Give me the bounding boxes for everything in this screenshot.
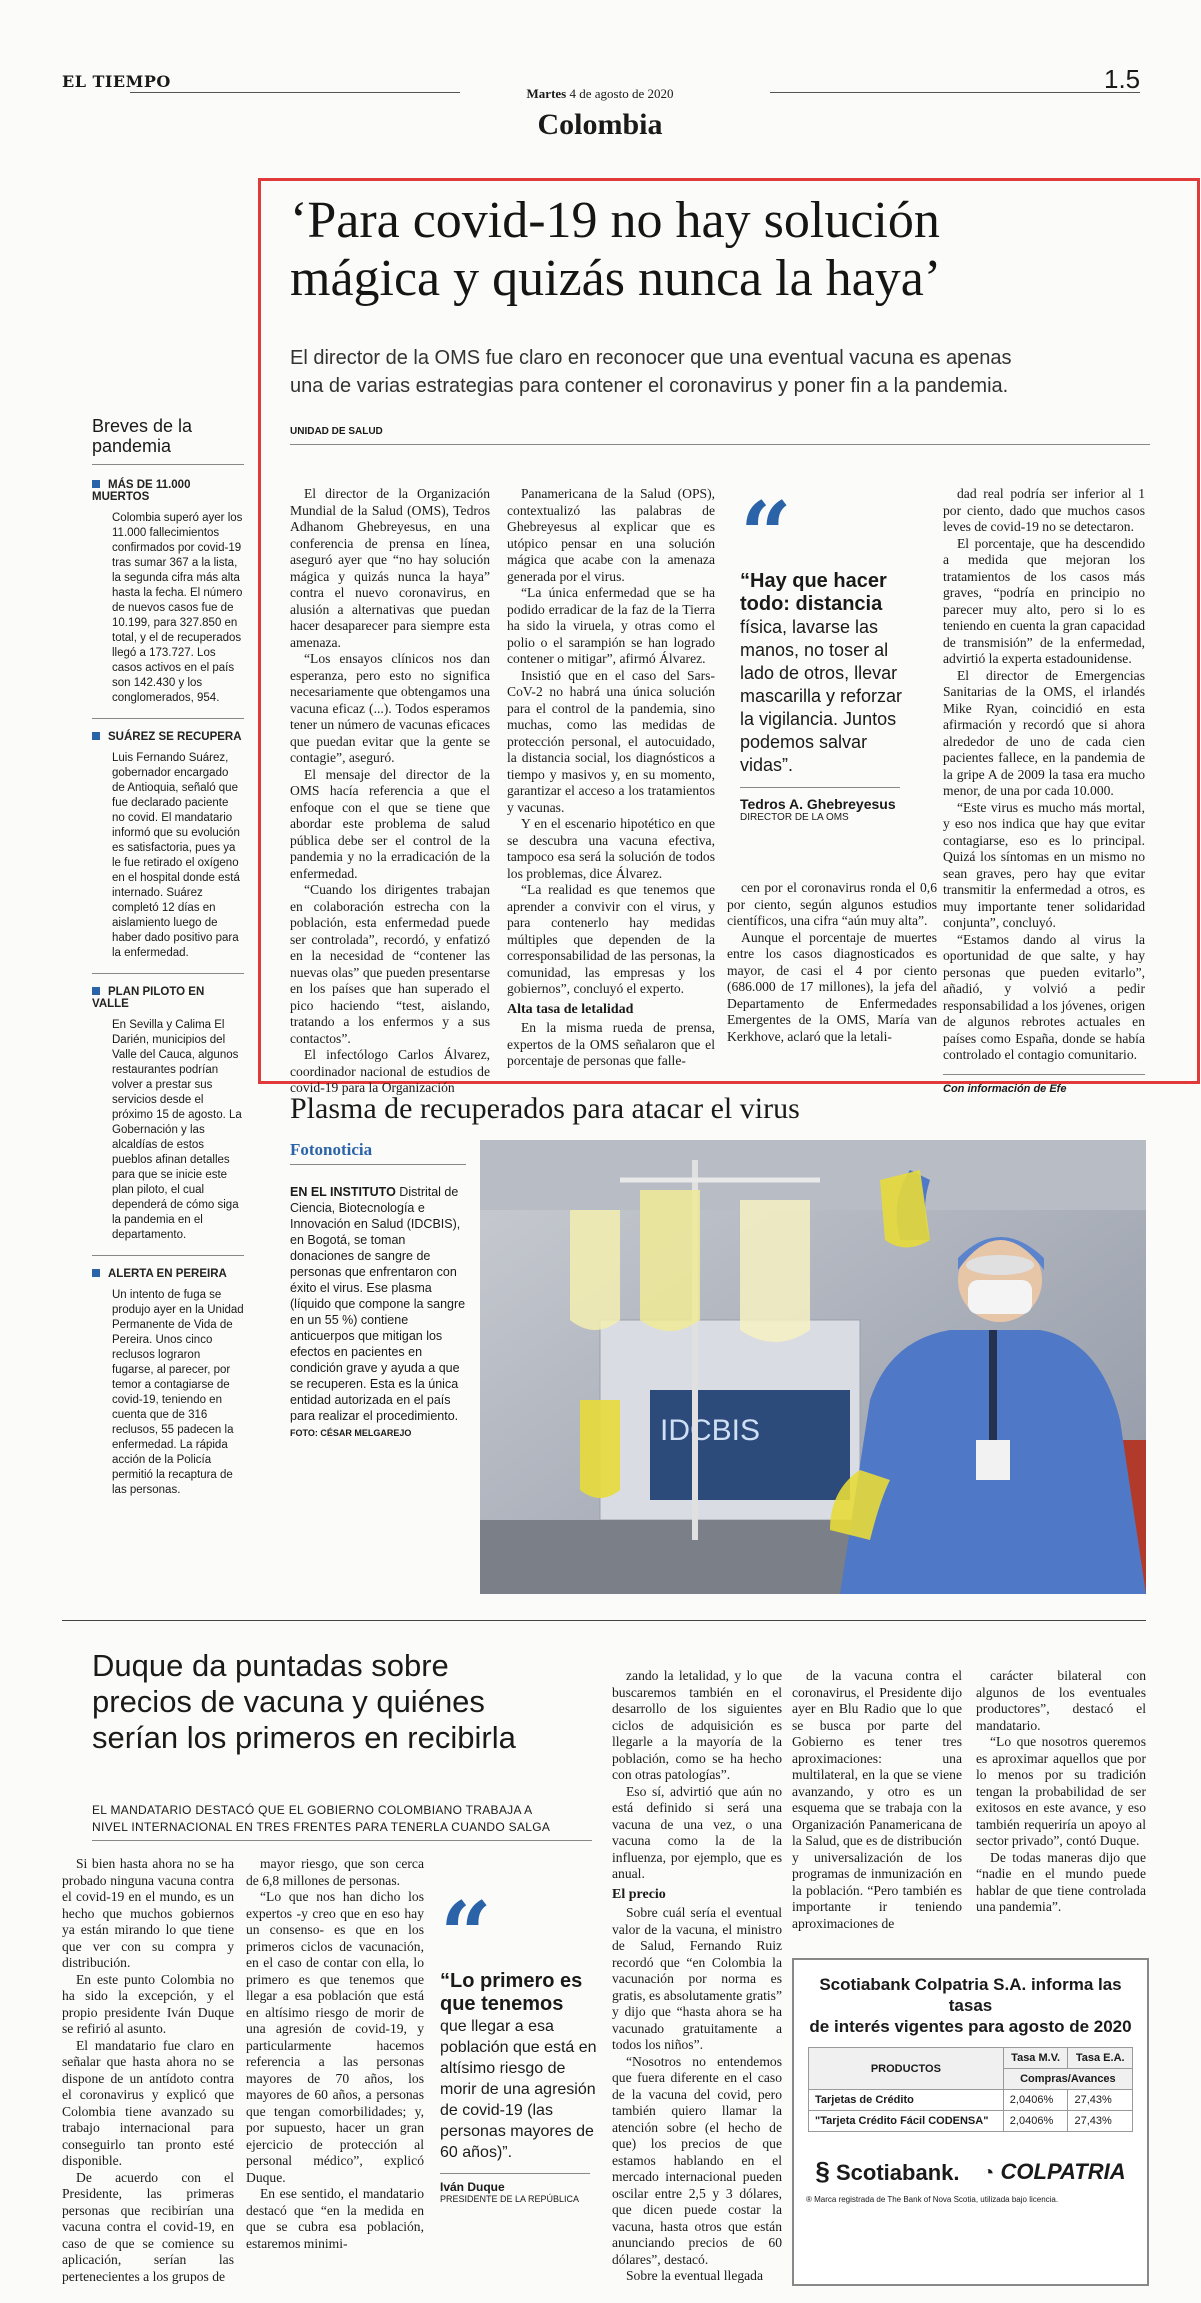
paragraph: Aunque el porcentaje de muertes entre los casos diagnosticados es mayor, de casi el 4 por ciento (686.000 de 17 millones), la jefa del Departamento de Enfermedades Emergentes de la OMS, María van Kerkhove, aclaró que la letali-: [727, 929, 937, 1044]
main-col-4: [943, 486, 1145, 1097]
main-deck: El director de la OMS fue claro en reconocer que una eventual vacuna es apenas una de varias estrategias para contener el coronavirus y poner fin a la pandemia.: [290, 347, 1012, 397]
paragraph: El mensaje del director de la OMS hacía referencia a que el enfoque con el que se tiene que abordar este problema de salud pública debe ser el control de la pandemia y no la erradicación de la enfermedad.: [290, 766, 490, 881]
paragraph: Panamericana de la Salud (OPS), contextualizó las palabras de Ghebreyesus al explicar que es utópico pensar en una solución mágica que acabe con la amenaza generada por el virus.: [507, 486, 715, 584]
bank-ad: [792, 1958, 1149, 2286]
paragraph: dad real podría ser inferior al 1 por ciento, dado que muchos casos leves de covid-19 no se detectaron.: [943, 486, 1145, 534]
duque-col-3: [612, 1668, 782, 2285]
paragraph: Sobre cuál sería el eventual valor de la vacuna, el ministro de Salud, Fernando Ruiz recordó que “en Colombia la vacunación por norma es gratis, es absolutamente gratis” y dijo que “hasta ahora se ha vacunado gratuitamente a todos los niños”.: [612, 1905, 782, 2052]
plasma-headline: Plasma de recuperados para atacar el virus: [290, 1092, 800, 1125]
duque-deck: EL MANDATARIO DESTACÓ QUE EL GOBIERNO COLOMBIANO TRABAJA A NIVEL INTERNACIONAL EN TRES FRENTES PARA TENERLA CUANDO SALGA: [92, 1803, 551, 1834]
rates-table: PRODUCTOS Tasa M.V. Tasa E.A. Compras/Avances Tarjetas de Crédito 2,0406% 27,43% "Tarjeta Crédito Fácil CODENSA" 2,0406% 27,43%: [808, 2047, 1133, 2132]
subhead: Alta tasa de letalidad: [507, 1001, 634, 1017]
ad-logos: [804, 2156, 1137, 2187]
paragraph: El porcentaje, que ha descendido a medida que mejoran los tratamientos de los casos más graves, “podría en principio no parecer muy alto, pero si lo es teniendo en cuenta la gran capacidad de transmisión” de la enfermedad, advirtió la experta estadounidense.: [943, 535, 1145, 666]
masthead: EL TIEMPO: [62, 72, 171, 91]
subhead: El precio: [612, 1886, 666, 1902]
issue-date: Martes 4 de agosto de 2020: [526, 86, 674, 101]
plasma-caption: EN EL INSTITUTO Distrital de Ciencia, Biotecnología e Innovación en Salud (IDCBIS), en Bogotá, se toman donaciones de sangre de personas que enfrentaron con éxito el virus. Ese plasma (líquido que compone la sangre en un 55 %) contiene anticuerpos que mitigan los efectos en pacientes en condición grave y ayuda a que se recuperen. Esta es la única entidad autorizada en el país para realizar el procedimiento. FOTO: CÉSAR MELGAREJO: [290, 1185, 466, 1438]
ad-footnote: ® Marca registrada de The Bank of Nova Scotia, utilizada bajo licencia.: [806, 2195, 1059, 2204]
paragraph: El mandatario fue claro en señalar que hasta ahora no se dispone de un antídoto contra el coronavirus y explicó que Colombia tiene avanzado su trabajo internacional para conseguirlo tan pronto esté disponible.: [62, 2037, 234, 2168]
section-separator: [62, 1620, 1146, 1621]
duque-col-2: [246, 1856, 424, 2252]
header-rule-left: [130, 92, 460, 93]
paragraph: “La realidad es que tenemos que aprender a convivir con el virus, y para contenerlo hay medidas múltiples que dependen de la corresponsabilidad de las personas, la comunidad, las empresas y los gobiernos”, concluyó el experto.: [507, 882, 715, 996]
duque-pull-quote: “ “Lo primero es que tenemos que llegar a esa población que está en altísimo riesgo de morir de una agresión de covid-19 (las personas mayores de 60 años)”. Iván Duque PRESIDENTE DE LA REPÚBLICA: [440, 1900, 600, 2204]
brief-item: SUÁREZ SE RECUPERA Luis Fernando Suárez, gobernador encargado de Antioquia, señaló que fue declarado paciente no covid. El mandatario informó que su evolución es satisfactoria, pues ya le fue retirado el oxígeno en el hospital donde está internado. Suárez completó 12 días en aislamiento luego de haber dado positivo para la enfermedad.: [92, 731, 244, 961]
page-number: 1.5: [1104, 64, 1141, 94]
paragraph: Sobre la eventual llegada: [626, 2268, 764, 2283]
ad-title: Scotiabank Colpatria S.A. informa las tasas de interés vigentes para agosto de 2020: [809, 1975, 1132, 2036]
brief-item: ALERTA EN PEREIRA Un intento de fuga se produjo ayer en la Unidad Permanente de Vida de Pereira. Unos cinco reclusos lograron fugarse, al parecer, por temor a contagiarse de covid-19, teniendo en cuenta que de 316 reclusos, 55 padecen la enfermedad. La rápida acción de la Policía permitió la recaptura de las personas.: [92, 1268, 244, 1498]
pull-quote: “ “Hay que hacer todo: distancia física, lavarse las manos, no toser al lado de otros, llevar mascarilla y reforzar la vigilancia. Juntos podemos salvar vidas”. Tedros A. Ghebreyesus DIRECTOR DE LA OMS: [740, 500, 920, 823]
quote-icon: “: [440, 1882, 492, 1988]
main-headline: ‘Para covid-19 no hay solución mágica y quizás nunca la haya’: [290, 192, 942, 307]
duque-headline: Duque da puntadas sobre precios de vacuna y quiénes serían los primeros en recibirla: [92, 1648, 516, 1755]
paragraph: “Estamos dando al virus la oportunidad de que salte, y hay personas que pueden evitarlo”, añadió, y volvió a pedir responsabilidad a los jóvenes, origen de algunos rebrotes actuales en países como España, donde se había controlado el contagio comunitario.: [943, 931, 1145, 1062]
table-row: "Tarjeta Crédito Fácil CODENSA" 2,0406% 27,43%: [809, 2111, 1133, 2132]
paragraph: El director de Emergencias Sanitarias de la OMS, el irlandés Mike Ryan, coincidió en esta afirmación y recordó que si ahora alrededor de uno de cada cien pacientes fallece, en la pandemia de la gripe A de 2009 la tasa era mucho menor, de una por cada 10.000.: [943, 667, 1145, 798]
paragraph: En la misma rueda de prensa, expertos de la OMS señalaron que el porcentaje de personas que falle-: [507, 1020, 715, 1068]
paragraph: Si bien hasta ahora no se ha probado ninguna vacuna contra el covid-19 en el mundo, es un hecho que muchos gobiernos ya están mirando lo que tiene que ver con su compra y distribución.: [62, 1856, 234, 1970]
duque-col-1: [62, 1856, 234, 2285]
paragraph: mayor riesgo, que son cerca de 6,8 millones de personas.: [246, 1856, 424, 1888]
paragraph: “Este virus es mucho más mortal, y eso nos indica que hay que evitar contagiarse, eso es lo principal. Quizá los síntomas en un mismo no sean graves, pero hay que evitar transmitir la enfermedad a otros, es muy importante tener solidaridad conjunta”, concluyó.: [943, 799, 1145, 930]
svg-text:IDCBIS: IDCBIS: [660, 1414, 761, 1447]
brief-item: PLAN PILOTO EN VALLE En Sevilla y Calima El Darién, municipios del Valle del Cauca, algunos restaurantes podrían volver a prestar sus servicios desde el próximo 15 de agosto. La Gobernación y las alcaldías de estos pueblos afinan detalles para que se inicie este plan piloto, el cual dependerá de cómo siga la pandemia en el departamento.: [92, 986, 244, 1243]
colpatria-logo: ◔ COLPATRIA: [982, 2158, 1126, 2184]
paragraph: De acuerdo con el Presidente, las primeras personas que recibirían una vacuna contra el covid-19, en caso de que se comience su aplicación, serían las pertenecientes a los grupos de: [62, 2169, 234, 2284]
paragraph: carácter bilateral con algunos de los eventuales productores”, destacó el mandatario.: [976, 1668, 1146, 1733]
main-col-3: [727, 880, 937, 1045]
scotiabank-logo: § Scotiabank.: [815, 2156, 960, 2186]
brief-item: MÁS DE 11.000 MUERTOS Colombia superó ayer los 11.000 fallecimientos confirmados por covid-19 tras sumar 367 a la lista, la segunda cifra más alta hasta la fecha. El número de nuevos casos fue de 10.199, para 327.850 en total, y el de recuperados llegó a 173.727. Los casos activos en el país son 142.430 y los conglomerados, 954.: [92, 479, 243, 704]
main-col-1: [290, 486, 490, 1097]
paragraph: En ese sentido, el mandatario destacó que “en la medida en que se cubra esa población, estaremos minimi-: [246, 2186, 424, 2251]
paragraph: El infectólogo Carlos Álvarez, coordinador nacional de estudios de covid-19 para la Organización: [290, 1047, 490, 1095]
paragraph: En este punto Colombia no ha sido la excepción, y el propio presidente Iván Duque se refirió al asunto.: [62, 1971, 234, 2036]
paragraph: zando la letalidad, y lo que buscaremos también en el desarrollo de los siguientes ciclos de adquisición es llegarle a la mayoría de la población, como se ha hecho con otras patologías”.: [612, 1668, 782, 1782]
section-title: Colombia: [537, 108, 663, 141]
main-col-2: [507, 486, 715, 1070]
lab-scene-illustration: [480, 1140, 1146, 1594]
paragraph: Eso sí, advirtió que aún no está definido si será una vacuna de una vez, o una vacuna como la de la influenza, por ejemplo, que es anual.: [612, 1783, 782, 1881]
paragraph: “Lo que nos han dicho los expertos -y creo que en eso hay un consenso- es que en los primeros ciclos de vacunación, en el caso de contar con ella, lo primero es que tenemos que llegar a esa población que está en altísimo riesgo de morir de una agresión de covid-19, y particularmente hacemos referencia a las personas mayores de 70 años, los mayores de 60 años, a personas que tengan comorbilidades; y, por supuesto, hacer un gran ejercicio de protección al personal médico”, explicó Duque.: [246, 1889, 424, 2185]
sidebar-briefs: [92, 416, 244, 1498]
fotonoticia-label: Fotonoticia: [290, 1140, 373, 1159]
paragraph: “Lo que nosotros queremos es aproximar aquellos que por lo menos por su tradición tengan la probabilidad de ser exitosos en este avance, y eso también requeriría un apoyo al sector privado”, contó Duque.: [976, 1734, 1146, 1848]
main-byline: UNIDAD DE SALUD: [290, 426, 383, 437]
header-rule-right: [770, 92, 1140, 93]
paragraph: de la vacuna contra el coronavirus, el Presidente dijo ayer en Blu Radio que lo que se busca por parte del Gobierno es tener tres aproximaciones: una multilateral, en la que se viene avanzando, y otro es un esquema que se trabaja con la Organización Panamericana de la Salud, que es de distribución y universalización de los programas de inmunización en la población. “Pero también es importante ir teniendo aproximaciones de: [792, 1668, 962, 1931]
byline-rule: [290, 444, 1150, 445]
lab-photo: [480, 1140, 1146, 1594]
paragraph: Insistió que en el caso del Sars-CoV-2 no habrá una única solución para el control de la pandemia, sino muchas, como las medidas de protección personal, el autocuidado, la distancia social, los diagnósticos a tiempo y masivos y, en su momento, garantizar el acceso a los tratamientos y vacunas.: [507, 667, 715, 815]
paragraph: “Nosotros no entendemos que fuera diferente en el caso de la vacuna del covid, pero también quiero llamar la atención sobre (el hecho de que) los precios de que estamos hablando en el mercado internacional pueden oscilar entre 2,5 y 3 dólares, que dicen puede costar la vacuna, hasta otros que están anunciando precios de 60 dólares”, destacó.: [612, 2053, 782, 2267]
duque-col-4: [792, 1668, 962, 1932]
quote-icon: “: [740, 482, 792, 588]
sidebar-title: Breves de la pandemia: [92, 416, 193, 456]
credit: Con información de Efe: [943, 1082, 1067, 1095]
paragraph: Y en el escenario hipotético en que se descubra una vacuna efectiva, tampoco esa será la solución de todos los problemas, dice Álvarez.: [507, 816, 715, 881]
paragraph: “La única enfermedad que se ha podido erradicar de la faz de la Tierra ha sido la viruela, y otras como el polio o el sarampión se han logrado contener o mitigar”, afirmó Álvarez.: [507, 585, 715, 666]
paragraph: cen por el coronavirus ronda el 0,6 por ciento, según algunos estudios científicos, una cifra “aún muy alta”.: [727, 880, 937, 928]
paragraph: “Cuando los dirigentes trabajan en colaboración estrecha con la población, esta enfermedad puede ser controlada”, recordó, y enfatizó en la necesidad de “contener las nuevas olas” que pueden presentarse en los países que han superado el pico haciendo “test, aislando, tratando a los enfermos y a sus contactos”.: [290, 882, 490, 1046]
paragraph: “Los ensayos clínicos nos dan esperanza, pero esto no significa necesariamente que obtengamos una vacuna eficaz (...). Todos esperamos tener un número de vacunas eficaces que puedan evitar que la gente se contagie”, aseguró.: [290, 651, 490, 765]
paragraph: De todas maneras dijo que “nadie en el mundo puede hablar de que tiene controlada una pandemia”.: [976, 1849, 1146, 1914]
table-row: Tarjetas de Crédito 2,0406% 27,43%: [809, 2090, 1133, 2111]
duque-col-5: [976, 1668, 1146, 1916]
paragraph: El director de la Organización Mundial de la Salud (OMS), Tedros Adhanom Ghebreyesus, en una conferencia de prensa en línea, aseguró ayer que “no hay solución mágica y quizás nunca la haya” contra el nuevo coronavirus, en alusión a alternativas que puedan hacer desaparecer para siempre esta amenaza.: [290, 486, 490, 650]
